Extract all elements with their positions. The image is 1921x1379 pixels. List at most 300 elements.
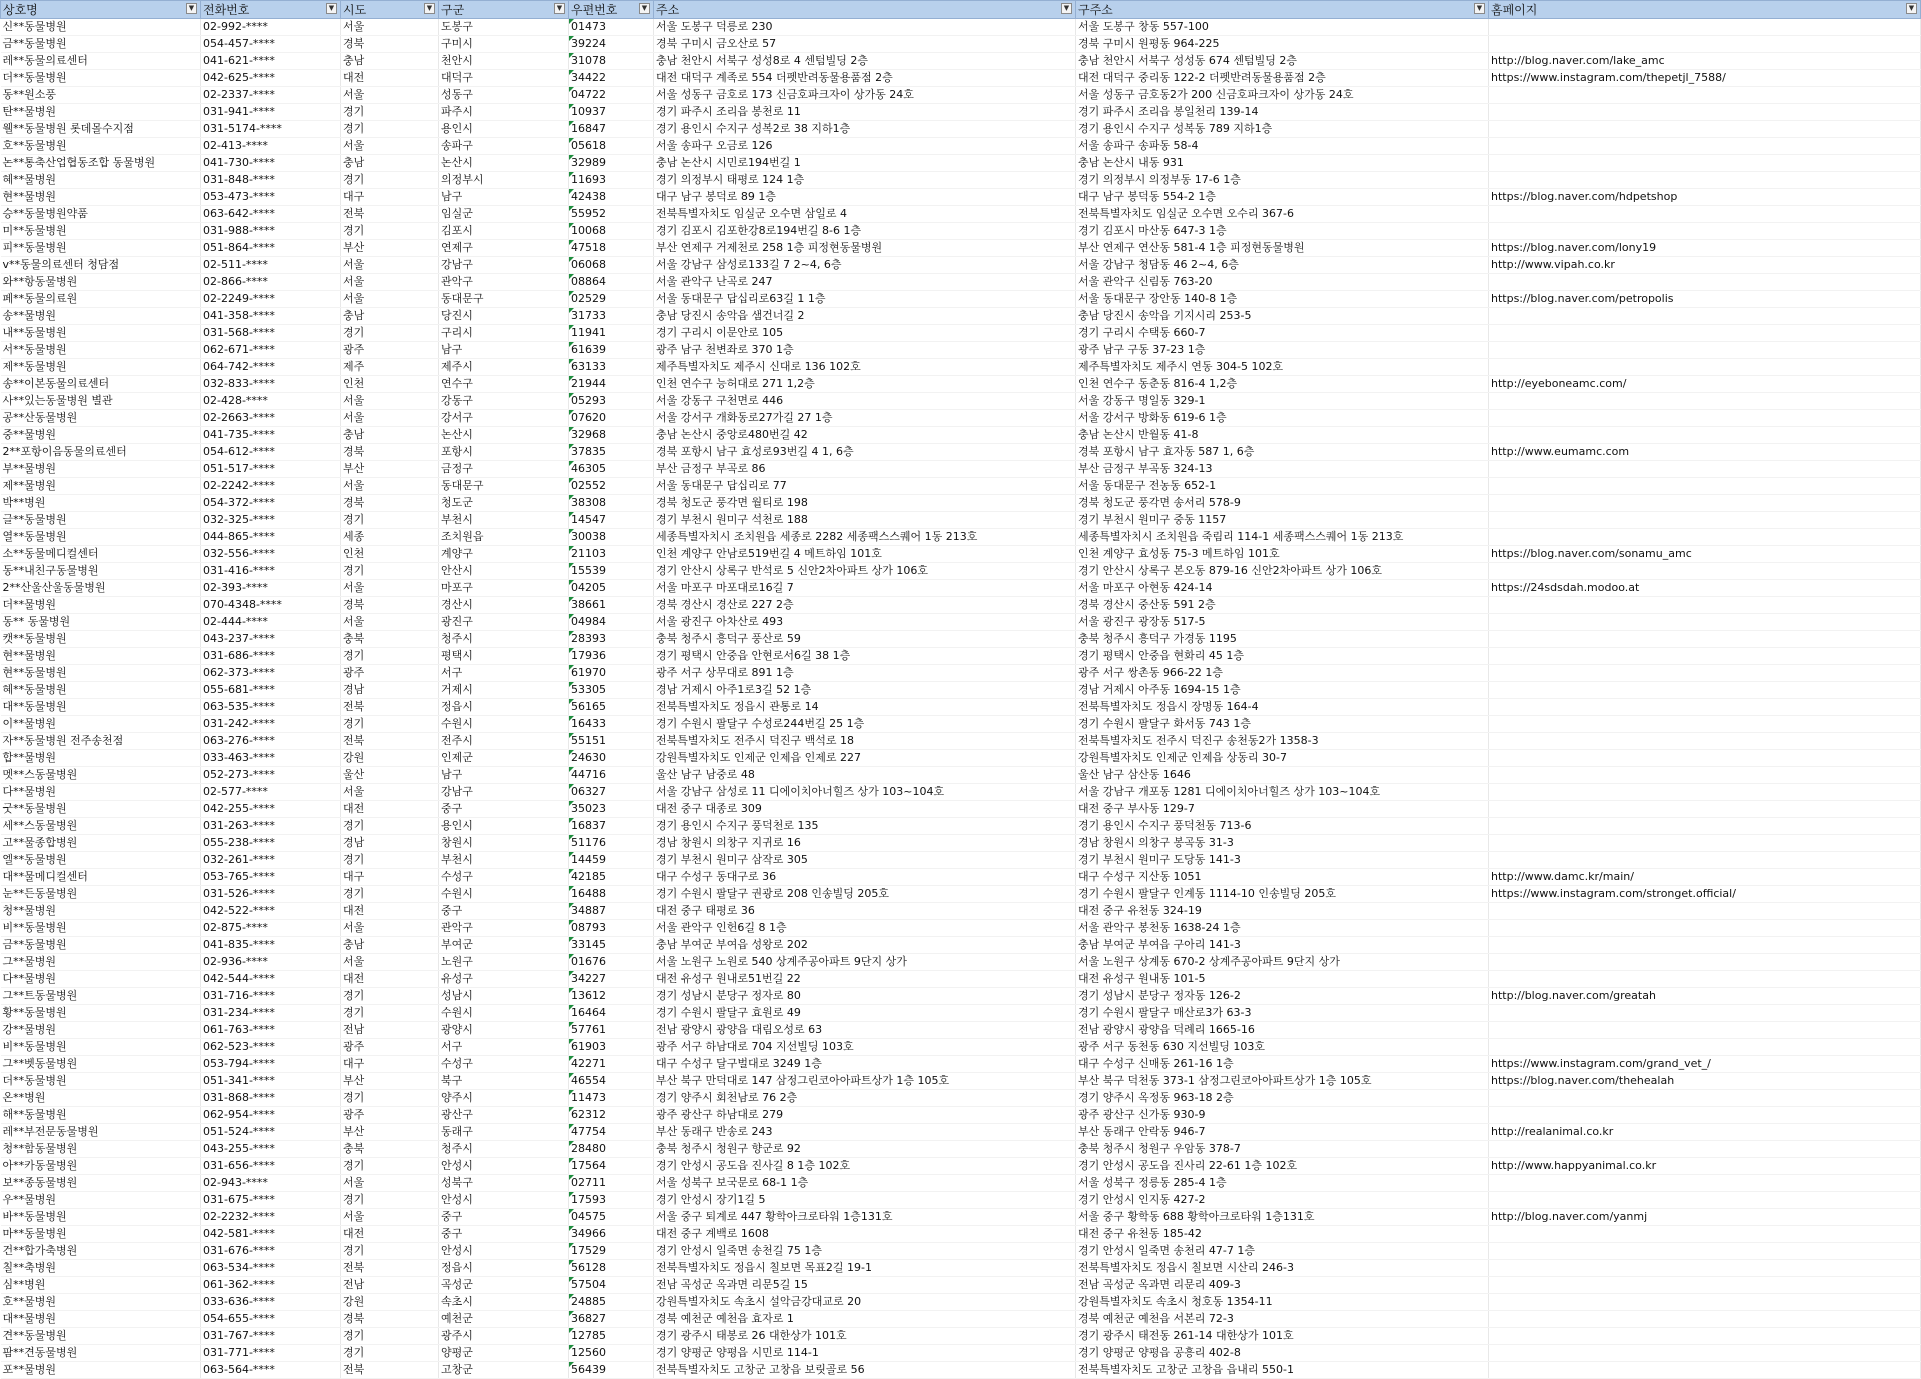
cell-homepage[interactable] [1489,1243,1921,1260]
cell-zipcode[interactable]: 04984 [569,614,654,631]
cell-phone[interactable]: 052-273-**** [201,767,341,784]
cell-gugun[interactable]: 제주시 [439,359,569,376]
cell-sido[interactable]: 인천 [341,376,439,393]
cell-phone[interactable]: 031-5174-**** [201,121,341,138]
cell-gugun[interactable]: 전주시 [439,733,569,750]
cell-old-address[interactable]: 전남 곡성군 옥과면 리문리 409-3 [1076,1277,1489,1294]
cell-address[interactable]: 경기 광주시 태봉로 26 대한상가 101호 [654,1328,1076,1345]
cell-homepage[interactable] [1489,206,1921,223]
column-header[interactable] [569,1,654,19]
cell-sido[interactable]: 서울 [341,478,439,495]
cell-sido[interactable]: 전북 [341,699,439,716]
cell-name[interactable]: 해**동물병원 [1,1107,201,1124]
cell-gugun[interactable]: 동대문구 [439,291,569,308]
cell-name[interactable]: 현**물병원 [1,648,201,665]
cell-sido[interactable]: 전북 [341,1260,439,1277]
cell-gugun[interactable]: 남구 [439,342,569,359]
cell-name[interactable]: 페**동물의료원 [1,291,201,308]
cell-phone[interactable]: 031-656-**** [201,1158,341,1175]
cell-sido[interactable]: 울산 [341,767,439,784]
cell-phone[interactable]: 031-568-**** [201,325,341,342]
cell-address[interactable]: 광주 서구 하남대로 704 지선빌딩 103호 [654,1039,1076,1056]
cell-old-address[interactable]: 경북 청도군 풍각면 송서리 578-9 [1076,495,1489,512]
cell-old-address[interactable]: 경기 구리시 수택동 660-7 [1076,325,1489,342]
cell-sido[interactable]: 충남 [341,308,439,325]
cell-homepage[interactable] [1489,716,1921,733]
cell-phone[interactable]: 062-523-**** [201,1039,341,1056]
cell-address[interactable]: 경기 부천시 원미구 석천로 188 [654,512,1076,529]
cell-homepage[interactable] [1489,750,1921,767]
cell-gugun[interactable]: 수성구 [439,1056,569,1073]
cell-name[interactable]: 호**물병원 [1,1294,201,1311]
cell-homepage[interactable] [1489,1192,1921,1209]
cell-old-address[interactable]: 대전 유성구 원내동 101-5 [1076,971,1489,988]
filter-dropdown-icon[interactable]: ▼ [1061,3,1072,14]
cell-name[interactable]: 이**물병원 [1,716,201,733]
cell-phone[interactable]: 031-767-**** [201,1328,341,1345]
cell-homepage[interactable] [1489,393,1921,410]
cell-old-address[interactable]: 서울 노원구 상계동 670-2 상계주공아파트 9단지 상가 [1076,954,1489,971]
cell-phone[interactable]: 02-2242-**** [201,478,341,495]
cell-gugun[interactable]: 북구 [439,1073,569,1090]
cell-phone[interactable]: 031-242-**** [201,716,341,733]
cell-gugun[interactable]: 구리시 [439,325,569,342]
cell-address[interactable]: 강원특별자치도 속초시 설악금강대교로 20 [654,1294,1076,1311]
cell-homepage[interactable] [1489,563,1921,580]
cell-name[interactable]: 아**카동물병원 [1,1158,201,1175]
cell-address[interactable]: 부산 연제구 거제천로 258 1층 피정현동물병원 [654,240,1076,257]
cell-name[interactable]: 강**물병원 [1,1022,201,1039]
cell-name[interactable]: 내**동물병원 [1,325,201,342]
cell-old-address[interactable]: 경기 양평군 양평읍 공흥리 402-8 [1076,1345,1489,1362]
cell-address[interactable]: 경기 안성시 장기1길 5 [654,1192,1076,1209]
cell-address[interactable]: 부산 동래구 반송로 243 [654,1124,1076,1141]
cell-gugun[interactable]: 중구 [439,903,569,920]
cell-phone[interactable]: 02-2337-**** [201,87,341,104]
cell-name[interactable]: 미**동물병원 [1,223,201,240]
cell-old-address[interactable]: 경기 용인시 수지구 성복동 789 지하1층 [1076,121,1489,138]
cell-address[interactable]: 서울 중구 퇴계로 447 황학아크로타워 1층131호 [654,1209,1076,1226]
cell-name[interactable]: 굿**동물병원 [1,801,201,818]
cell-address[interactable]: 서울 송파구 오금로 126 [654,138,1076,155]
cell-homepage[interactable] [1489,971,1921,988]
cell-old-address[interactable]: 대전 중구 유천동 324-19 [1076,903,1489,920]
cell-name[interactable]: 청**함동물병원 [1,1141,201,1158]
cell-address[interactable]: 세종특별자치시 조치원읍 세종로 2282 세종팩스스퀘어 1동 213호 [654,529,1076,546]
cell-sido[interactable]: 전남 [341,1022,439,1039]
cell-address[interactable]: 충북 청주시 청원구 향군로 92 [654,1141,1076,1158]
cell-zipcode[interactable]: 04722 [569,87,654,104]
cell-zipcode[interactable]: 14459 [569,852,654,869]
cell-old-address[interactable]: 대전 대덕구 중리동 122-2 더펫반려동물용품점 2층 [1076,70,1489,87]
cell-homepage[interactable] [1489,631,1921,648]
cell-name[interactable]: 중**물병원 [1,427,201,444]
cell-sido[interactable]: 서울 [341,1175,439,1192]
cell-zipcode[interactable]: 01473 [569,19,654,36]
cell-old-address[interactable]: 경기 평택시 안중읍 현화리 45 1층 [1076,648,1489,665]
cell-homepage[interactable] [1489,19,1921,36]
cell-homepage[interactable] [1489,461,1921,478]
cell-zipcode[interactable]: 16464 [569,1005,654,1022]
cell-sido[interactable]: 부산 [341,1073,439,1090]
cell-name[interactable]: 웰**동물병원 롯데몰수지점 [1,121,201,138]
cell-zipcode[interactable]: 01676 [569,954,654,971]
cell-zipcode[interactable]: 56165 [569,699,654,716]
cell-old-address[interactable]: 경기 수원시 팔달구 매산로3가 63-3 [1076,1005,1489,1022]
cell-phone[interactable]: 053-765-**** [201,869,341,886]
cell-address[interactable]: 전북특별자치도 고창군 고창읍 보릿골로 56 [654,1362,1076,1379]
cell-name[interactable]: 현**물병원 [1,189,201,206]
cell-gugun[interactable]: 구미시 [439,36,569,53]
cell-gugun[interactable]: 임실군 [439,206,569,223]
cell-gugun[interactable]: 성동구 [439,87,569,104]
cell-homepage[interactable] [1489,325,1921,342]
cell-zipcode[interactable]: 17936 [569,648,654,665]
cell-sido[interactable]: 경기 [341,512,439,529]
cell-sido[interactable]: 경남 [341,835,439,852]
cell-name[interactable]: 그**트동물병원 [1,988,201,1005]
cell-sido[interactable]: 서울 [341,920,439,937]
cell-homepage[interactable] [1489,359,1921,376]
cell-zipcode[interactable]: 38661 [569,597,654,614]
cell-phone[interactable]: 042-581-**** [201,1226,341,1243]
cell-address[interactable]: 강원특별자치도 인제군 인제읍 인제로 227 [654,750,1076,767]
cell-gugun[interactable]: 서구 [439,1039,569,1056]
cell-zipcode[interactable]: 24630 [569,750,654,767]
cell-old-address[interactable]: 서울 강동구 명일동 329-1 [1076,393,1489,410]
cell-old-address[interactable]: 경기 양주시 옥정동 963-18 2층 [1076,1090,1489,1107]
cell-old-address[interactable]: 충북 청주시 흥덕구 가경동 1195 [1076,631,1489,648]
cell-address[interactable]: 경기 용인시 수지구 성복2로 38 지하1층 [654,121,1076,138]
cell-sido[interactable]: 경기 [341,172,439,189]
cell-address[interactable]: 경기 수원시 팔달구 효원로 49 [654,1005,1076,1022]
cell-address[interactable]: 경남 거제시 아주1로3길 52 1층 [654,682,1076,699]
cell-sido[interactable]: 제주 [341,359,439,376]
cell-gugun[interactable]: 성북구 [439,1175,569,1192]
cell-address[interactable]: 울산 남구 남중로 48 [654,767,1076,784]
cell-old-address[interactable]: 강원특별자치도 인제군 인제읍 상동리 30-7 [1076,750,1489,767]
cell-zipcode[interactable]: 44716 [569,767,654,784]
cell-sido[interactable]: 광주 [341,342,439,359]
cell-old-address[interactable]: 서울 강남구 청담동 46 2~4, 6층 [1076,257,1489,274]
cell-zipcode[interactable]: 31078 [569,53,654,70]
cell-zipcode[interactable]: 16837 [569,818,654,835]
cell-address[interactable]: 경기 안성시 공도읍 진사길 8 1층 102호 [654,1158,1076,1175]
cell-homepage[interactable]: https://www.instagram.com/thepetjl_7588/ [1489,70,1921,87]
cell-phone[interactable]: 031-526-**** [201,886,341,903]
cell-phone[interactable]: 041-735-**** [201,427,341,444]
cell-gugun[interactable]: 천안시 [439,53,569,70]
cell-sido[interactable]: 경북 [341,1311,439,1328]
cell-old-address[interactable]: 경북 구미시 원평동 964-225 [1076,36,1489,53]
cell-old-address[interactable]: 충북 청주시 청원구 우암동 378-7 [1076,1141,1489,1158]
cell-homepage[interactable] [1489,1294,1921,1311]
cell-zipcode[interactable]: 34422 [569,70,654,87]
cell-zipcode[interactable]: 11941 [569,325,654,342]
cell-old-address[interactable]: 부산 북구 덕천동 373-1 삼정그린코아아파트상가 1층 105호 [1076,1073,1489,1090]
cell-zipcode[interactable]: 28480 [569,1141,654,1158]
cell-phone[interactable]: 055-681-**** [201,682,341,699]
cell-homepage[interactable]: http://realanimal.co.kr [1489,1124,1921,1141]
cell-address[interactable]: 경기 구리시 이문안로 105 [654,325,1076,342]
cell-sido[interactable]: 강원 [341,750,439,767]
cell-homepage[interactable] [1489,478,1921,495]
cell-phone[interactable]: 031-686-**** [201,648,341,665]
cell-old-address[interactable]: 경기 성남시 분당구 정자동 126-2 [1076,988,1489,1005]
cell-name[interactable]: 캣**동물병원 [1,631,201,648]
cell-sido[interactable]: 충북 [341,631,439,648]
cell-old-address[interactable]: 서울 성동구 금호동2가 200 신금호파크자이 상가동 24호 [1076,87,1489,104]
cell-gugun[interactable]: 광주시 [439,1328,569,1345]
column-header[interactable] [201,1,341,19]
cell-address[interactable]: 대전 중구 대종로 309 [654,801,1076,818]
cell-zipcode[interactable]: 46305 [569,461,654,478]
cell-phone[interactable]: 02-2663-**** [201,410,341,427]
cell-zipcode[interactable]: 02552 [569,478,654,495]
cell-old-address[interactable]: 전북특별자치도 고창군 고창읍 읍내리 550-1 [1076,1362,1489,1379]
cell-zipcode[interactable]: 17593 [569,1192,654,1209]
cell-gugun[interactable]: 당진시 [439,308,569,325]
cell-zipcode[interactable]: 33145 [569,937,654,954]
cell-homepage[interactable] [1489,121,1921,138]
cell-zipcode[interactable]: 56439 [569,1362,654,1379]
cell-old-address[interactable]: 부산 금정구 부곡동 324-13 [1076,461,1489,478]
cell-address[interactable]: 경북 경산시 경산로 227 2층 [654,597,1076,614]
cell-homepage[interactable]: https://blog.naver.com/sonamu_amc [1489,546,1921,563]
cell-sido[interactable]: 강원 [341,1294,439,1311]
cell-name[interactable]: 심**병원 [1,1277,201,1294]
cell-phone[interactable]: 061-763-**** [201,1022,341,1039]
cell-sido[interactable]: 대전 [341,70,439,87]
cell-address[interactable]: 광주 남구 천변좌로 370 1층 [654,342,1076,359]
cell-sido[interactable]: 부산 [341,1124,439,1141]
cell-old-address[interactable]: 서울 송파구 송파동 58-4 [1076,138,1489,155]
cell-address[interactable]: 서울 강남구 삼성로133길 7 2~4, 6층 [654,257,1076,274]
cell-sido[interactable]: 경기 [341,104,439,121]
cell-sido[interactable]: 경기 [341,1243,439,1260]
cell-name[interactable]: 승**동물병원약품 [1,206,201,223]
cell-address[interactable]: 대전 대덕구 계족로 554 더펫반려동물용품점 2층 [654,70,1076,87]
cell-phone[interactable]: 041-835-**** [201,937,341,954]
cell-address[interactable]: 서울 강남구 삼성로 11 디에이치아너힐즈 상가 103~104호 [654,784,1076,801]
cell-address[interactable]: 충남 천안시 서북구 성성8로 4 센텀빌딩 2층 [654,53,1076,70]
cell-address[interactable]: 경기 양주시 회천남로 76 2층 [654,1090,1076,1107]
cell-sido[interactable]: 서울 [341,257,439,274]
cell-homepage[interactable] [1489,1362,1921,1379]
cell-homepage[interactable] [1489,835,1921,852]
cell-gugun[interactable]: 안성시 [439,1243,569,1260]
cell-sido[interactable]: 대전 [341,903,439,920]
column-header[interactable] [1076,1,1489,19]
cell-sido[interactable]: 서울 [341,580,439,597]
cell-zipcode[interactable]: 61903 [569,1039,654,1056]
cell-sido[interactable]: 경기 [341,818,439,835]
cell-zipcode[interactable]: 34887 [569,903,654,920]
cell-address[interactable]: 경기 용인시 수지구 풍덕천로 135 [654,818,1076,835]
cell-phone[interactable]: 02-866-**** [201,274,341,291]
cell-zipcode[interactable]: 55151 [569,733,654,750]
cell-address[interactable]: 부산 금정구 부곡로 86 [654,461,1076,478]
cell-homepage[interactable] [1489,512,1921,529]
cell-phone[interactable]: 033-636-**** [201,1294,341,1311]
cell-zipcode[interactable]: 02529 [569,291,654,308]
filter-dropdown-icon[interactable]: ▼ [1906,3,1917,14]
cell-zipcode[interactable]: 46554 [569,1073,654,1090]
cell-gugun[interactable]: 동래구 [439,1124,569,1141]
cell-homepage[interactable] [1489,954,1921,971]
cell-phone[interactable]: 032-261-**** [201,852,341,869]
cell-old-address[interactable]: 전북특별자치도 전주시 덕진구 송천동2가 1358-3 [1076,733,1489,750]
cell-zipcode[interactable]: 06327 [569,784,654,801]
cell-old-address[interactable]: 충남 논산시 반월동 41-8 [1076,427,1489,444]
filter-dropdown-icon[interactable]: ▼ [326,3,337,14]
cell-zipcode[interactable]: 35023 [569,801,654,818]
cell-zipcode[interactable]: 14547 [569,512,654,529]
cell-address[interactable]: 경기 수원시 팔달구 권광로 208 인송빌딩 205호 [654,886,1076,903]
cell-phone[interactable]: 055-238-**** [201,835,341,852]
filter-dropdown-icon[interactable]: ▼ [554,3,565,14]
cell-old-address[interactable]: 광주 서구 동천동 630 지선빌딩 103호 [1076,1039,1489,1056]
cell-homepage[interactable] [1489,665,1921,682]
cell-gugun[interactable]: 강동구 [439,393,569,410]
cell-gugun[interactable]: 안산시 [439,563,569,580]
cell-old-address[interactable]: 제주특별자치도 제주시 연동 304-5 102호 [1076,359,1489,376]
cell-address[interactable]: 서울 강동구 구천면로 446 [654,393,1076,410]
cell-zipcode[interactable]: 13612 [569,988,654,1005]
cell-zipcode[interactable]: 47754 [569,1124,654,1141]
cell-name[interactable]: 2**산울산울동물병원 [1,580,201,597]
cell-name[interactable]: 호**동물병원 [1,138,201,155]
cell-address[interactable]: 경기 양평군 양평읍 시민로 114-1 [654,1345,1076,1362]
cell-sido[interactable]: 서울 [341,291,439,308]
cell-gugun[interactable]: 청도군 [439,495,569,512]
cell-name[interactable]: 비**동물병원 [1,1039,201,1056]
cell-homepage[interactable] [1489,818,1921,835]
cell-gugun[interactable]: 고창군 [439,1362,569,1379]
cell-old-address[interactable]: 서울 도봉구 창동 557-100 [1076,19,1489,36]
cell-address[interactable]: 대전 중구 계백로 1608 [654,1226,1076,1243]
cell-sido[interactable]: 경북 [341,495,439,512]
cell-phone[interactable]: 070-4348-**** [201,597,341,614]
cell-sido[interactable]: 서울 [341,87,439,104]
cell-zipcode[interactable]: 38308 [569,495,654,512]
cell-old-address[interactable]: 대구 남구 봉덕동 554-2 1층 [1076,189,1489,206]
cell-address[interactable]: 서울 도봉구 덕릉로 230 [654,19,1076,36]
cell-sido[interactable]: 서울 [341,138,439,155]
cell-homepage[interactable] [1489,138,1921,155]
cell-old-address[interactable]: 울산 남구 삼산동 1646 [1076,767,1489,784]
cell-homepage[interactable] [1489,172,1921,189]
cell-address[interactable]: 서울 광진구 아차산로 493 [654,614,1076,631]
cell-sido[interactable]: 서울 [341,19,439,36]
cell-zipcode[interactable]: 42438 [569,189,654,206]
cell-phone[interactable]: 063-534-**** [201,1260,341,1277]
cell-name[interactable]: 대**물메디컬센터 [1,869,201,886]
cell-name[interactable]: 대**동물병원 [1,699,201,716]
cell-phone[interactable]: 02-875-**** [201,920,341,937]
cell-name[interactable]: 대**물병원 [1,1311,201,1328]
cell-address[interactable]: 전남 곡성군 옥과면 리문5길 15 [654,1277,1076,1294]
cell-phone[interactable]: 02-444-**** [201,614,341,631]
cell-name[interactable]: 서**동물병원 [1,342,201,359]
cell-zipcode[interactable]: 04575 [569,1209,654,1226]
cell-homepage[interactable] [1489,648,1921,665]
cell-address[interactable]: 경북 청도군 풍각면 월티로 198 [654,495,1076,512]
cell-gugun[interactable]: 안성시 [439,1192,569,1209]
cell-old-address[interactable]: 경기 부천시 원미구 도당동 141-3 [1076,852,1489,869]
cell-sido[interactable]: 경기 [341,886,439,903]
cell-phone[interactable]: 031-416-**** [201,563,341,580]
cell-old-address[interactable]: 경북 포항시 남구 효자동 587 1, 6층 [1076,444,1489,461]
cell-sido[interactable]: 대구 [341,189,439,206]
cell-gugun[interactable]: 광산구 [439,1107,569,1124]
cell-address[interactable]: 전남 광양시 광양읍 대림오성로 63 [654,1022,1076,1039]
cell-homepage[interactable] [1489,1175,1921,1192]
cell-old-address[interactable]: 충남 당진시 송악읍 기지시리 253-5 [1076,308,1489,325]
cell-phone[interactable]: 042-544-**** [201,971,341,988]
cell-name[interactable]: 혜**물병원 [1,172,201,189]
cell-old-address[interactable]: 부산 동래구 안락동 946-7 [1076,1124,1489,1141]
cell-homepage[interactable] [1489,903,1921,920]
cell-zipcode[interactable]: 31733 [569,308,654,325]
cell-phone[interactable]: 032-325-**** [201,512,341,529]
cell-phone[interactable]: 051-524-**** [201,1124,341,1141]
cell-gugun[interactable]: 계양구 [439,546,569,563]
cell-name[interactable]: 온**병원 [1,1090,201,1107]
cell-phone[interactable]: 041-358-**** [201,308,341,325]
cell-gugun[interactable]: 김포시 [439,223,569,240]
cell-old-address[interactable]: 광주 광산구 신가동 930-9 [1076,1107,1489,1124]
cell-old-address[interactable]: 경북 예천군 예천읍 서본리 72-3 [1076,1311,1489,1328]
cell-homepage[interactable] [1489,682,1921,699]
cell-sido[interactable]: 대구 [341,869,439,886]
cell-old-address[interactable]: 전북특별자치도 정읍시 칠보면 시산리 246-3 [1076,1260,1489,1277]
cell-name[interactable]: 황**동물병원 [1,1005,201,1022]
cell-gugun[interactable]: 대덕구 [439,70,569,87]
cell-address[interactable]: 인천 계양구 안남로519번길 4 메트하임 101호 [654,546,1076,563]
cell-address[interactable]: 광주 광산구 하남대로 279 [654,1107,1076,1124]
cell-gugun[interactable]: 정읍시 [439,1260,569,1277]
cell-address[interactable]: 인천 연수구 능허대로 271 1,2층 [654,376,1076,393]
cell-name[interactable]: 건**합가축병원 [1,1243,201,1260]
cell-phone[interactable]: 062-671-**** [201,342,341,359]
cell-gugun[interactable]: 평택시 [439,648,569,665]
cell-address[interactable]: 경남 창원시 의창구 지귀로 16 [654,835,1076,852]
cell-phone[interactable]: 031-941-**** [201,104,341,121]
cell-gugun[interactable]: 조치원읍 [439,529,569,546]
cell-zipcode[interactable]: 37835 [569,444,654,461]
cell-old-address[interactable]: 경기 파주시 조리읍 봉일천리 139-14 [1076,104,1489,121]
cell-sido[interactable]: 서울 [341,784,439,801]
cell-old-address[interactable]: 서울 강서구 방화동 619-6 1층 [1076,410,1489,427]
cell-phone[interactable]: 054-457-**** [201,36,341,53]
cell-phone[interactable]: 02-2249-**** [201,291,341,308]
cell-old-address[interactable]: 경기 수원시 팔달구 화서동 743 1층 [1076,716,1489,733]
cell-name[interactable]: 2**포항이음동물의료센터 [1,444,201,461]
cell-zipcode[interactable]: 47518 [569,240,654,257]
cell-homepage[interactable] [1489,495,1921,512]
cell-zipcode[interactable]: 61970 [569,665,654,682]
cell-homepage[interactable] [1489,1345,1921,1362]
cell-sido[interactable]: 경기 [341,121,439,138]
cell-name[interactable]: 사**있는동물병원 별관 [1,393,201,410]
cell-phone[interactable]: 031-675-**** [201,1192,341,1209]
cell-gugun[interactable]: 수원시 [439,716,569,733]
cell-zipcode[interactable]: 11693 [569,172,654,189]
cell-phone[interactable]: 031-988-**** [201,223,341,240]
cell-phone[interactable]: 042-255-**** [201,801,341,818]
cell-gugun[interactable]: 청주시 [439,1141,569,1158]
